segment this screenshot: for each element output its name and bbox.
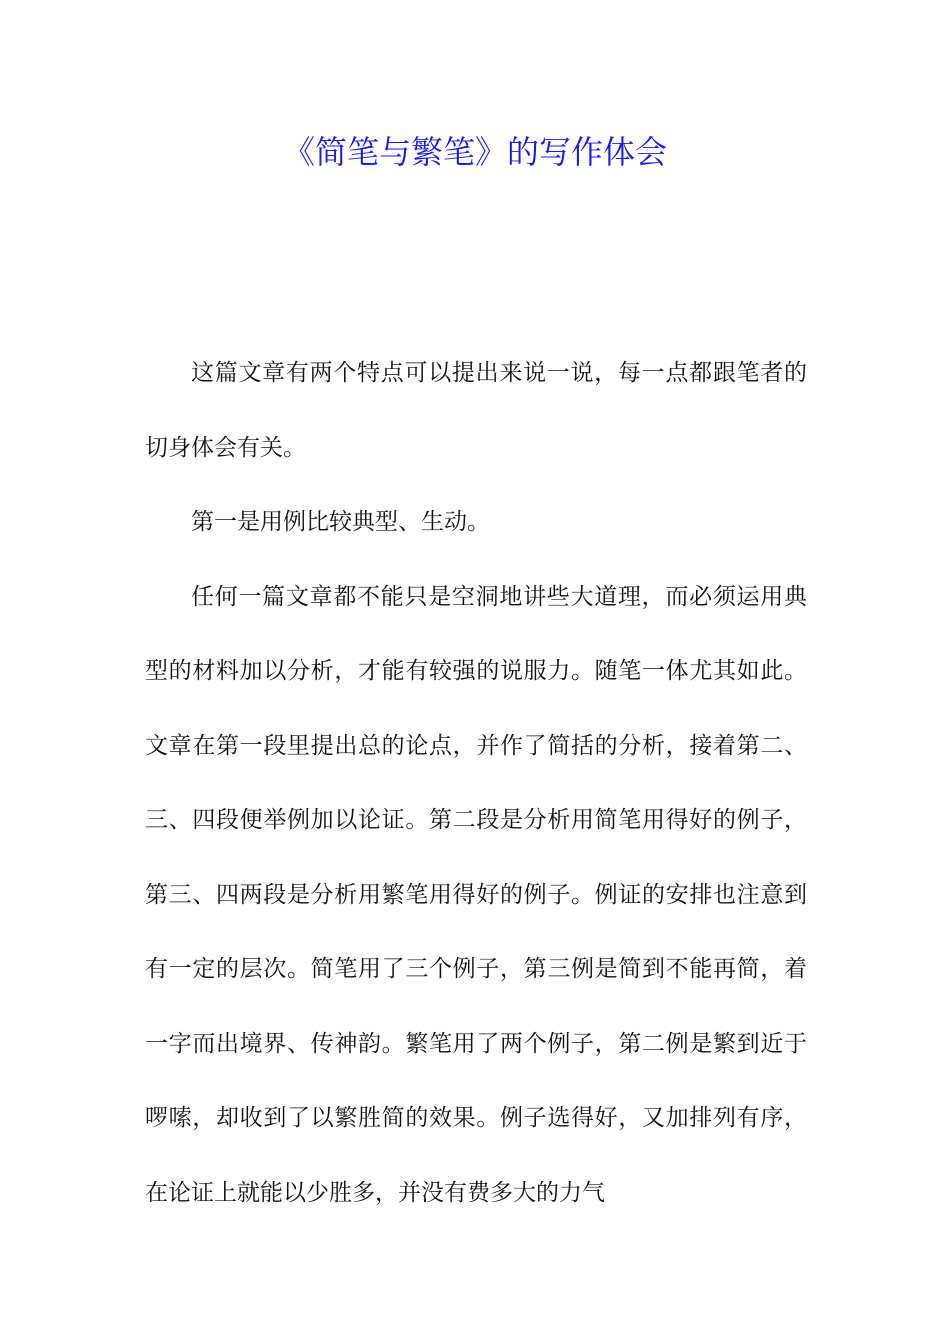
paragraph-1: 这篇文章有两个特点可以提出来说一说，每一点都跟笔者的切身体会有关。: [145, 360, 807, 461]
paragraph-2: 第一是用例比较典型、生动。: [191, 509, 490, 535]
document-body: [145, 336, 807, 1230]
document-title: 《简笔与繁笔》的写作体会: [282, 133, 667, 171]
paragraph-3: 任何一篇文章都不能只是空洞地讲些大道理，而必须运用典型的材料加以分析，才能有较强的说服力。随笔一体尤其如此。文章在第一段里提出总的论点，并作了简括的分析，接着第二、三、四段便举例加以论证。第二段是分析用简笔用得好的例子，第三、四两段是分析用繁笔用得好的例子。例证的安排也注意到有一定的层次。简笔用了三个例子，第三例是简到不能再简，着一字而出境界、传神韵。繁笔用了两个例子，第二例是繁到近于啰嗦，却收到了以繁胜简的效果。例子选得好，又加排列有序，在论证上就能以少胜多，并没有费多大的力气: [145, 583, 807, 1206]
